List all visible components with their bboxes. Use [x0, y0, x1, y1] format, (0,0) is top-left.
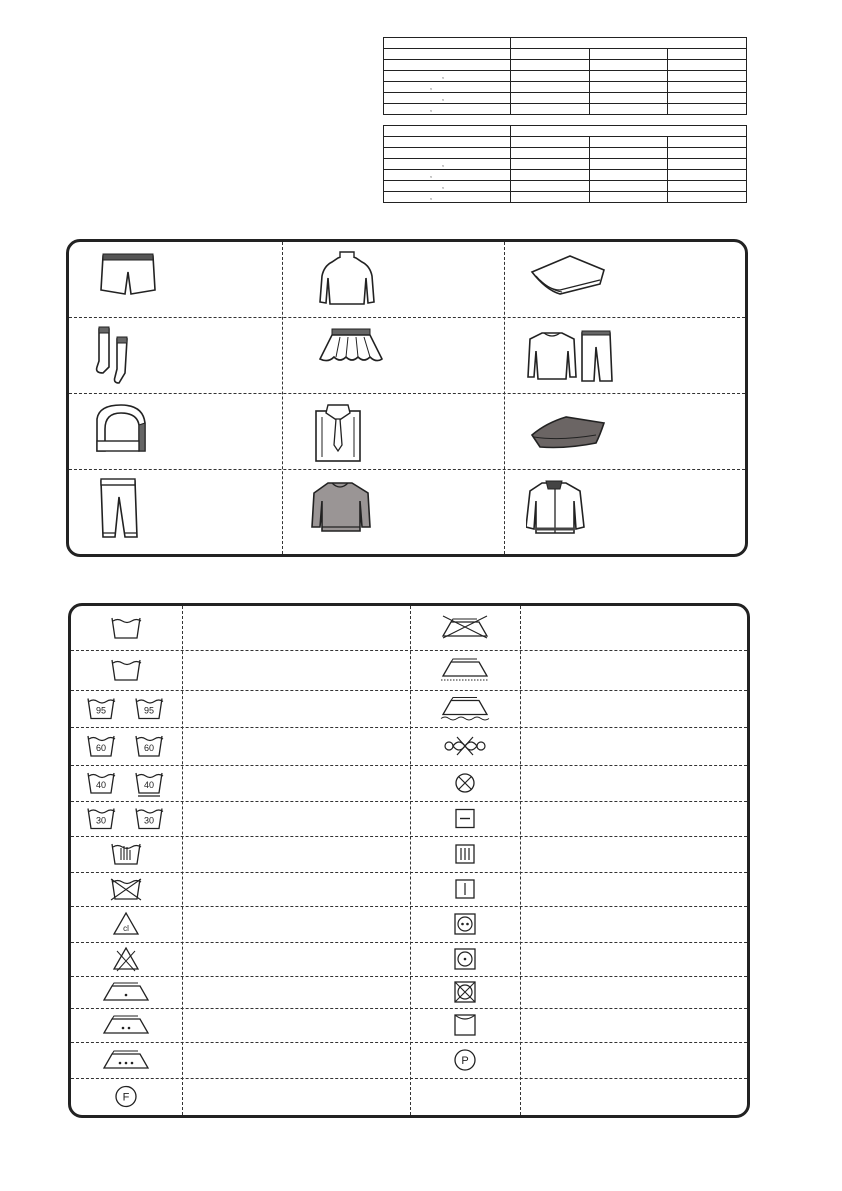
svg-text:40: 40: [95, 780, 107, 790]
dry-icon: [410, 1008, 520, 1042]
table-cell: [511, 104, 590, 115]
care-symbol-row: [410, 1078, 747, 1115]
table-cell: [384, 93, 511, 104]
iron-3-dots-icon: [71, 1042, 181, 1078]
care-symbol-row: [410, 906, 747, 942]
hand-wash-icon: [71, 836, 181, 872]
table-cell: [589, 49, 668, 60]
svg-text:30: 30: [95, 815, 107, 826]
dry-clean-p-icon: [410, 1042, 520, 1078]
table-cell: [511, 192, 590, 203]
care-symbol-row: [71, 872, 410, 906]
table-row: [384, 60, 747, 71]
garment-cell: [69, 317, 282, 393]
care-symbol-row: [71, 836, 410, 872]
garment-cell: [282, 242, 504, 317]
table-cell: [384, 148, 511, 159]
care-symbol-row: [71, 727, 410, 765]
table-cell: [384, 60, 511, 71]
no-wring-icon: [410, 727, 520, 765]
tracksuit-icon: [526, 325, 616, 387]
garment-cell: [282, 393, 504, 469]
table-cell: [511, 181, 590, 192]
care-symbol-row: [410, 836, 747, 872]
table-cell: [511, 38, 747, 49]
towel-icon: [91, 401, 181, 463]
socks-icon: [91, 325, 181, 387]
wash-tub-icon: [71, 650, 181, 690]
care-symbols-panel: [68, 603, 750, 1118]
dry-clean-f-icon: [71, 1078, 181, 1115]
wash-95-icon: [71, 690, 181, 727]
do-not-bleach-icon: [71, 942, 181, 976]
table-cell: [668, 82, 747, 93]
table-row: [384, 170, 747, 181]
line-dry-icon: [410, 872, 520, 906]
table-cell: [511, 82, 590, 93]
sweater-icon: [310, 477, 400, 539]
table-cell: [668, 170, 747, 181]
table-cell: [589, 170, 668, 181]
do-not-dry-clean-icon: [410, 765, 520, 801]
table-cell: [511, 71, 590, 82]
table-row: [384, 181, 747, 192]
table-cell: [589, 137, 668, 148]
table-cell: [384, 38, 511, 49]
garment-cell: [504, 242, 748, 317]
iron-wavy-icon: [410, 690, 520, 727]
wash-40-icon: [71, 765, 181, 801]
table-cell: [384, 104, 511, 115]
table-cell: [668, 60, 747, 71]
table-cell-mark: ,: [442, 182, 444, 190]
svg-text:95: 95: [95, 705, 107, 716]
skirt-icon: [310, 325, 400, 387]
iron-dotted-icon: [410, 650, 520, 690]
table-row: [384, 192, 747, 203]
shorts-icon: [91, 250, 181, 312]
table-cell: [589, 60, 668, 71]
svg-text:60: 60: [95, 743, 107, 753]
folded-blanket-icon: [526, 401, 616, 463]
table-cell-mark: ,: [430, 105, 432, 113]
svg-text:95: 95: [143, 705, 155, 716]
garment-cell: [504, 469, 748, 554]
table-cell-mark: ,: [442, 94, 444, 102]
table-cell: [589, 181, 668, 192]
do-not-tumble-dry-icon: [410, 976, 520, 1008]
table-cell: [384, 170, 511, 181]
table-cell: [668, 104, 747, 115]
do-not-wash-icon: [71, 872, 181, 906]
care-symbol-row: [71, 942, 410, 976]
table-cell: [589, 192, 668, 203]
care-symbol-row: [71, 801, 410, 836]
care-symbol-row: [410, 872, 747, 906]
table-cell: [511, 93, 590, 104]
wash-30-icon: [71, 801, 181, 836]
care-symbol-row: [71, 976, 410, 1008]
care-symbol-row: [71, 1078, 410, 1115]
table-row: [384, 137, 747, 148]
table-row: [384, 93, 747, 104]
shirt-tie-icon: [310, 401, 400, 463]
table-cell: [511, 137, 590, 148]
dry-flat-icon: [410, 801, 520, 836]
table-cell: [511, 49, 590, 60]
table-cell: [511, 60, 590, 71]
table-cell: [384, 159, 511, 170]
table-cell: [589, 82, 668, 93]
table-row: [384, 159, 747, 170]
garment-cell: [69, 242, 282, 317]
table-row: [384, 148, 747, 159]
svg-text:40: 40: [143, 780, 155, 790]
garment-cell: [282, 317, 504, 393]
table-cell: [384, 192, 511, 203]
care-symbol-row: [71, 650, 410, 690]
care-symbol-row: [410, 942, 747, 976]
iron-2-dots-icon: [71, 1008, 181, 1042]
svg-text:30: 30: [143, 815, 155, 826]
table-cell: [589, 93, 668, 104]
table-cell: [511, 148, 590, 159]
table-row: [384, 82, 747, 93]
care-symbol-row: [71, 906, 410, 942]
table-cell: [511, 126, 747, 137]
svg-text:60: 60: [143, 743, 155, 753]
table-row: [384, 71, 747, 82]
care-symbol-row: [71, 765, 410, 801]
trousers-icon: [91, 477, 181, 539]
care-symbol-row: [410, 606, 747, 650]
tumble-dry-2-dots-icon: [410, 906, 520, 942]
care-symbol-row: [410, 1008, 747, 1042]
table-cell: [668, 93, 747, 104]
garment-cell: [504, 393, 748, 469]
wash-tub-icon: [71, 606, 181, 650]
laundry-types-panel: [66, 239, 748, 557]
table-cell: [384, 71, 511, 82]
svg-text:F: F: [122, 1091, 130, 1104]
care-symbol-row: [71, 606, 410, 650]
table-cell-mark: ,: [442, 72, 444, 80]
table-cell: [668, 137, 747, 148]
table-cell: [668, 49, 747, 60]
table-cell: [384, 181, 511, 192]
care-symbol-row: [410, 801, 747, 836]
program-table-2: [383, 125, 747, 203]
folded-sheet-icon: [526, 250, 616, 312]
tumble-dry-1-dot-icon: [410, 942, 520, 976]
table-cell: [511, 170, 590, 181]
table-cell: [668, 71, 747, 82]
garment-cell: [282, 469, 504, 554]
care-symbol-row: [410, 765, 747, 801]
care-symbol-row: [410, 690, 747, 727]
garment-cell: [69, 469, 282, 554]
table-cell: [384, 82, 511, 93]
care-symbol-row: [410, 650, 747, 690]
table-cell-mark: ,: [442, 160, 444, 168]
bleach-cl-icon: [71, 906, 181, 942]
care-symbol-row: [410, 727, 747, 765]
care-symbol-row: [410, 1042, 747, 1078]
svg-text:cl: cl: [123, 924, 129, 933]
table-cell: [511, 159, 590, 170]
table-cell-mark: ,: [430, 83, 432, 91]
table-cell: [589, 71, 668, 82]
garment-cell: [69, 393, 282, 469]
table-cell-mark: ,: [430, 171, 432, 179]
iron-1-dot-icon: [71, 976, 181, 1008]
table-cell: [384, 126, 511, 137]
drip-dry-icon: [410, 836, 520, 872]
table-cell-mark: ,: [430, 193, 432, 201]
program-table-1: [383, 37, 747, 115]
do-not-iron-icon: [410, 606, 520, 650]
care-symbol-row: [71, 1042, 410, 1078]
table-cell: [668, 192, 747, 203]
care-symbol-row: [71, 690, 410, 727]
table-cell: [668, 148, 747, 159]
table-cell: [384, 137, 511, 148]
table-row: [384, 49, 747, 60]
table-cell: [668, 181, 747, 192]
table-cell: [384, 49, 511, 60]
jacket-icon: [526, 477, 616, 539]
table-cell: [668, 159, 747, 170]
wash-60-icon: [71, 727, 181, 765]
table-header-row: [384, 126, 747, 137]
table-header-row: [384, 38, 747, 49]
care-symbol-row: [71, 1008, 410, 1042]
care-symbol-row: [410, 976, 747, 1008]
garment-cell: [504, 317, 748, 393]
long-sleeve-top-icon: [310, 250, 400, 312]
table-cell: [589, 104, 668, 115]
svg-text:P: P: [461, 1055, 469, 1067]
table-row: [384, 104, 747, 115]
table-cell: [589, 148, 668, 159]
table-cell: [589, 159, 668, 170]
